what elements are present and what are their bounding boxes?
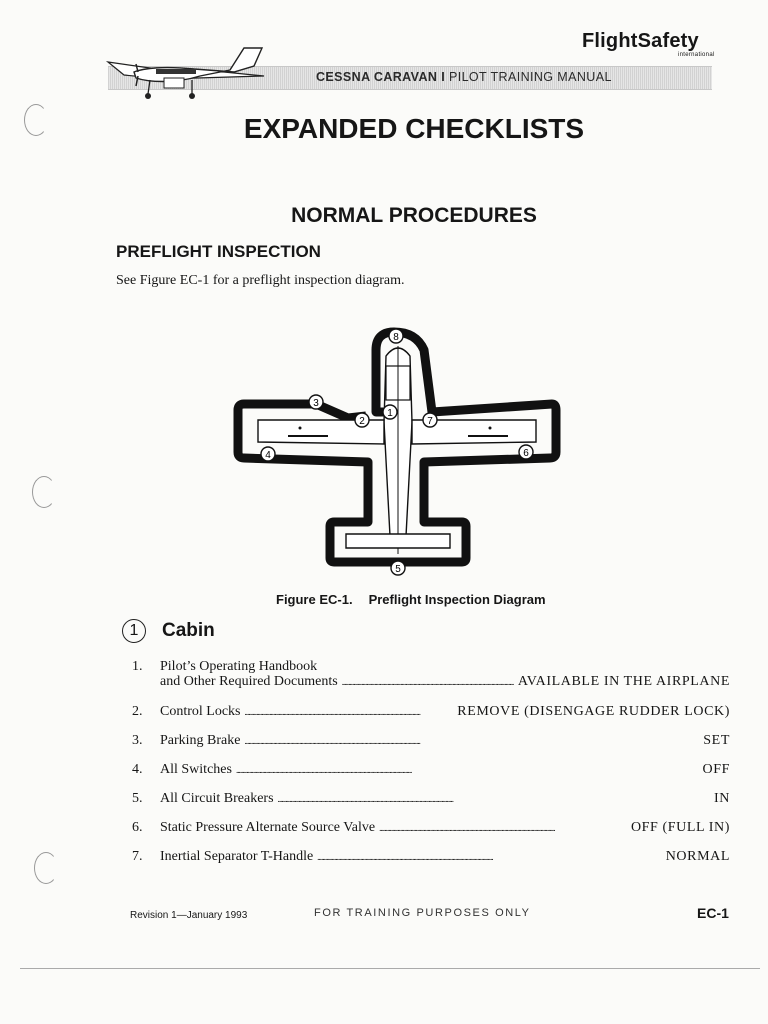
svg-text:1: 1: [387, 408, 393, 419]
item-number: 5.: [132, 791, 143, 806]
item-name-line1: Pilot’s Operating Handbook: [160, 659, 318, 674]
station-6-marker: [519, 445, 533, 459]
checklist-item: [132, 849, 730, 867]
checklist-item: [132, 659, 730, 693]
station-2-marker: [355, 413, 369, 427]
binder-hole-icon: [32, 476, 56, 508]
training-notice: FOR TRAINING PURPOSES ONLY: [314, 907, 531, 919]
item-action: OFF: [702, 762, 730, 777]
dot-leader: [244, 733, 699, 749]
item-name: and Other Required Documents: [160, 674, 338, 689]
brand-subtitle: international: [678, 52, 715, 58]
svg-text:6: 6: [523, 448, 529, 459]
checklist-item: [132, 704, 730, 722]
item-action: OFF (FULL IN): [630, 820, 730, 835]
section-title: NORMAL PROCEDURES: [291, 204, 537, 227]
brand-logo-text: FlightSafety: [582, 30, 699, 52]
item-number: 3.: [132, 733, 143, 748]
station-4-marker: [261, 447, 275, 461]
manual-title-rest: PILOT TRAINING MANUAL: [445, 70, 612, 84]
item-name: All Circuit Breakers: [160, 791, 274, 806]
station-3-marker: [309, 395, 323, 409]
item-action: REMOVE (DISENGAGE RUDDER LOCK): [457, 704, 730, 719]
manual-title: [316, 70, 612, 84]
intro-text: See Figure EC-1 for a preflight inspection diagram.: [116, 273, 405, 288]
step-title: Cabin: [162, 620, 215, 641]
checklist-item: [132, 820, 730, 838]
item-name: Parking Brake: [160, 733, 241, 748]
dot-leader: [342, 674, 514, 690]
station-5-marker: [391, 561, 405, 575]
item-name: Control Locks: [160, 704, 241, 719]
step-number-circle: 1: [122, 619, 146, 643]
station-8-marker: [389, 329, 403, 343]
station-1-marker: [383, 405, 397, 419]
item-name: Static Pressure Alternate Source Valve: [160, 820, 376, 835]
item-action: AVAILABLE IN THE AIRPLANE: [517, 674, 730, 689]
binder-hole-icon: [34, 852, 58, 884]
svg-text:5: 5: [395, 564, 401, 575]
page-title: EXPANDED CHECKLISTS: [243, 113, 585, 144]
preflight-inspection-diagram: [228, 326, 568, 578]
svg-text:3: 3: [313, 398, 319, 409]
divider: [20, 968, 760, 969]
dot-leader: [278, 791, 710, 807]
item-action: SET: [703, 733, 730, 748]
item-number: 2.: [132, 704, 143, 719]
item-number: 1.: [132, 659, 143, 674]
page-number: EC-1: [697, 905, 729, 921]
item-number: 7.: [132, 849, 143, 864]
dot-leader: [236, 762, 699, 778]
figure-number: Figure EC-1.: [276, 592, 353, 607]
svg-text:2: 2: [359, 416, 365, 427]
caravan-airplane-icon: [104, 42, 274, 106]
binder-hole-icon: [24, 104, 48, 136]
figure-caption: [276, 592, 546, 607]
item-action: NORMAL: [665, 849, 730, 864]
figure-title: Preflight Inspection Diagram: [368, 592, 546, 607]
dot-leader: [245, 704, 454, 720]
manual-title-bold: CESSNA CARAVAN I: [316, 70, 446, 84]
svg-text:7: 7: [427, 416, 433, 427]
item-name: Inertial Separator T-Handle: [160, 849, 314, 864]
item-number: 6.: [132, 820, 143, 835]
item-name: All Switches: [160, 762, 232, 777]
station-7-marker: [423, 413, 437, 427]
svg-text:8: 8: [393, 332, 399, 343]
dot-leader: [379, 820, 627, 836]
revision-date: Revision 1—January 1993: [130, 910, 248, 921]
item-number: 4.: [132, 762, 143, 777]
checklist-item: [132, 791, 730, 809]
checklist-item: [132, 733, 730, 751]
checklist-item: [132, 762, 730, 780]
dot-leader: [317, 849, 662, 865]
svg-text:4: 4: [265, 450, 271, 461]
item-action: IN: [714, 791, 730, 806]
subsection-title: PREFLIGHT INSPECTION: [116, 242, 321, 261]
